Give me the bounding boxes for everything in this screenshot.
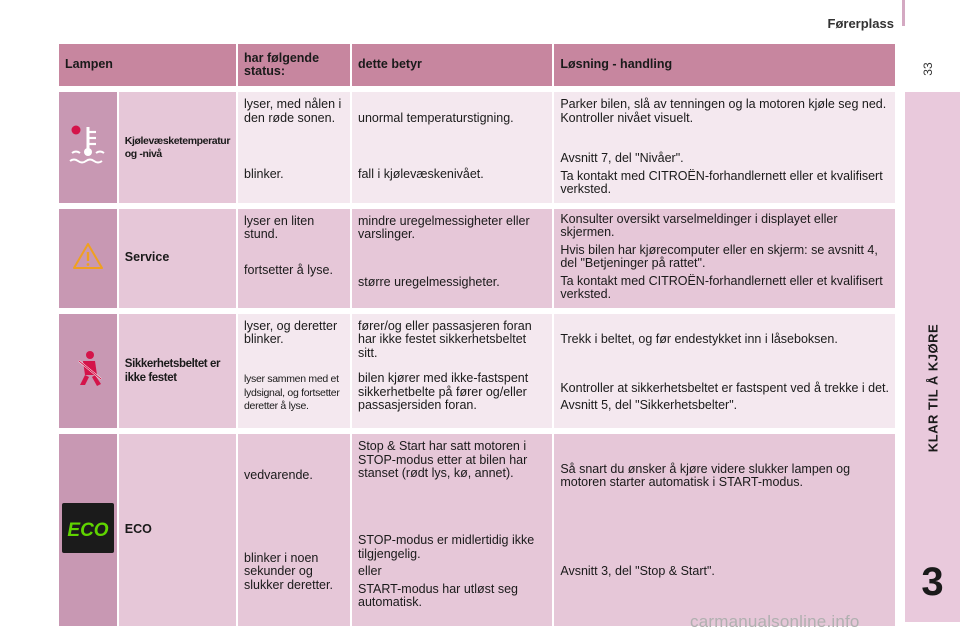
table-row: [59, 434, 895, 518]
action-cell: Trekk i beltet, og før endestykket inn i låseboksen.: [554, 314, 895, 367]
header-divider: [902, 0, 905, 26]
chapter-number: 3: [921, 560, 944, 604]
lamp-icon-cell: [59, 434, 117, 626]
table-row: [59, 314, 895, 367]
meaning-cell: større uregelmessigheter.: [352, 258, 552, 308]
watermark-text: carmanualsonline.info: [690, 612, 860, 631]
status-cell: fortsetter å lyse.: [238, 258, 350, 308]
status-cell: lyser, med nålen i den røde sonen.: [238, 92, 350, 146]
table-header-row: [59, 44, 895, 86]
action-cell: Konsulter oversikt varselmeldinger i displayet eller skjermen. Hvis bilen har kjørecomputer eller en skjerm: se avsnitt 4, del "Betjeninger på rattet". Ta kontakt med CITROËN-forhandlernett eller et kvalifisert verksted.: [554, 209, 895, 308]
table-row: [59, 209, 895, 259]
meaning-cell: fall i kjølevæskenivået.: [352, 146, 552, 203]
status-cell: blinker i noen sekunder og slukker deretter.: [238, 518, 350, 626]
action-cell: Avsnitt 7, del "Nivåer". Ta kontakt med CITROËN-forhandlernett eller et kvalifisert verksted.: [554, 146, 895, 203]
lamp-icon-cell: [59, 314, 117, 429]
action-cell: Avsnitt 3, del "Stop & Start".: [554, 518, 895, 626]
status-cell: vedvarende.: [238, 434, 350, 518]
status-cell: lyser, og deretter blinker.: [238, 314, 350, 367]
header-meaning: dette betyr: [352, 44, 552, 86]
meaning-cell: fører/og eller passasjeren foran har ikke festet sikkerhetsbeltet sitt.: [352, 314, 552, 367]
header-lamp: Lampen: [59, 44, 236, 86]
svg-text:ECO: ECO: [67, 520, 109, 542]
header-action: Løsning - handling: [554, 44, 895, 86]
page-number: 33: [921, 62, 935, 76]
warning-lamps-table: [57, 44, 897, 626]
lamp-name-eco: ECO: [119, 434, 236, 626]
header-status: har følgende status:: [238, 44, 350, 86]
eco-icon: [62, 503, 114, 557]
meaning-cell: mindre uregelmessigheter eller varslinger.: [352, 209, 552, 259]
page-header-title: Førerplass: [827, 16, 894, 31]
status-cell: lyser en liten stund.: [238, 209, 350, 259]
status-cell: lyser sammen med et lydsignal, og fortsetter deretter å lyse.: [238, 366, 350, 428]
lamp-icon-cell: [59, 92, 117, 203]
warning-triangle-icon: [71, 241, 105, 275]
meaning-cell: STOP-modus er midlertidig ikke tilgjengelig. eller START-modus har utløst seg automatisk.: [352, 518, 552, 626]
lamp-icon-cell: [59, 209, 117, 308]
lamp-name-seatbelt: Sikkerhetsbeltet er ikke festet: [119, 314, 236, 429]
action-cell: Så snart du ønsker å kjøre videre slukker lampen og motoren starter automatisk i START-modus.: [554, 434, 895, 518]
action-cell: Parker bilen, slå av tenningen og la motoren kjøle seg ned. Kontroller nivået visuelt.: [554, 92, 895, 146]
seatbelt-icon: [71, 349, 105, 393]
lamp-name-coolant: Kjølevæsketemperatur og -nivå: [119, 92, 236, 203]
table-row: [59, 92, 895, 146]
status-cell: blinker.: [238, 146, 350, 203]
action-cell: Kontroller at sikkerhetsbeltet er fastspent ved å trekke i det. Avsnitt 5, del "Sikkerhetsbelter".: [554, 366, 895, 428]
meaning-cell: unormal temperaturstigning.: [352, 92, 552, 146]
coolant-temperature-icon: [65, 121, 111, 175]
lamp-name-service: Service: [119, 209, 236, 308]
meaning-cell: Stop & Start har satt motoren i STOP-modus etter at bilen har stanset (rødt lys, kø, annet).: [352, 434, 552, 518]
meaning-cell: bilen kjører med ikke-fastspent sikkerhetbelte på fører og/eller passasjersiden foran.: [352, 366, 552, 428]
